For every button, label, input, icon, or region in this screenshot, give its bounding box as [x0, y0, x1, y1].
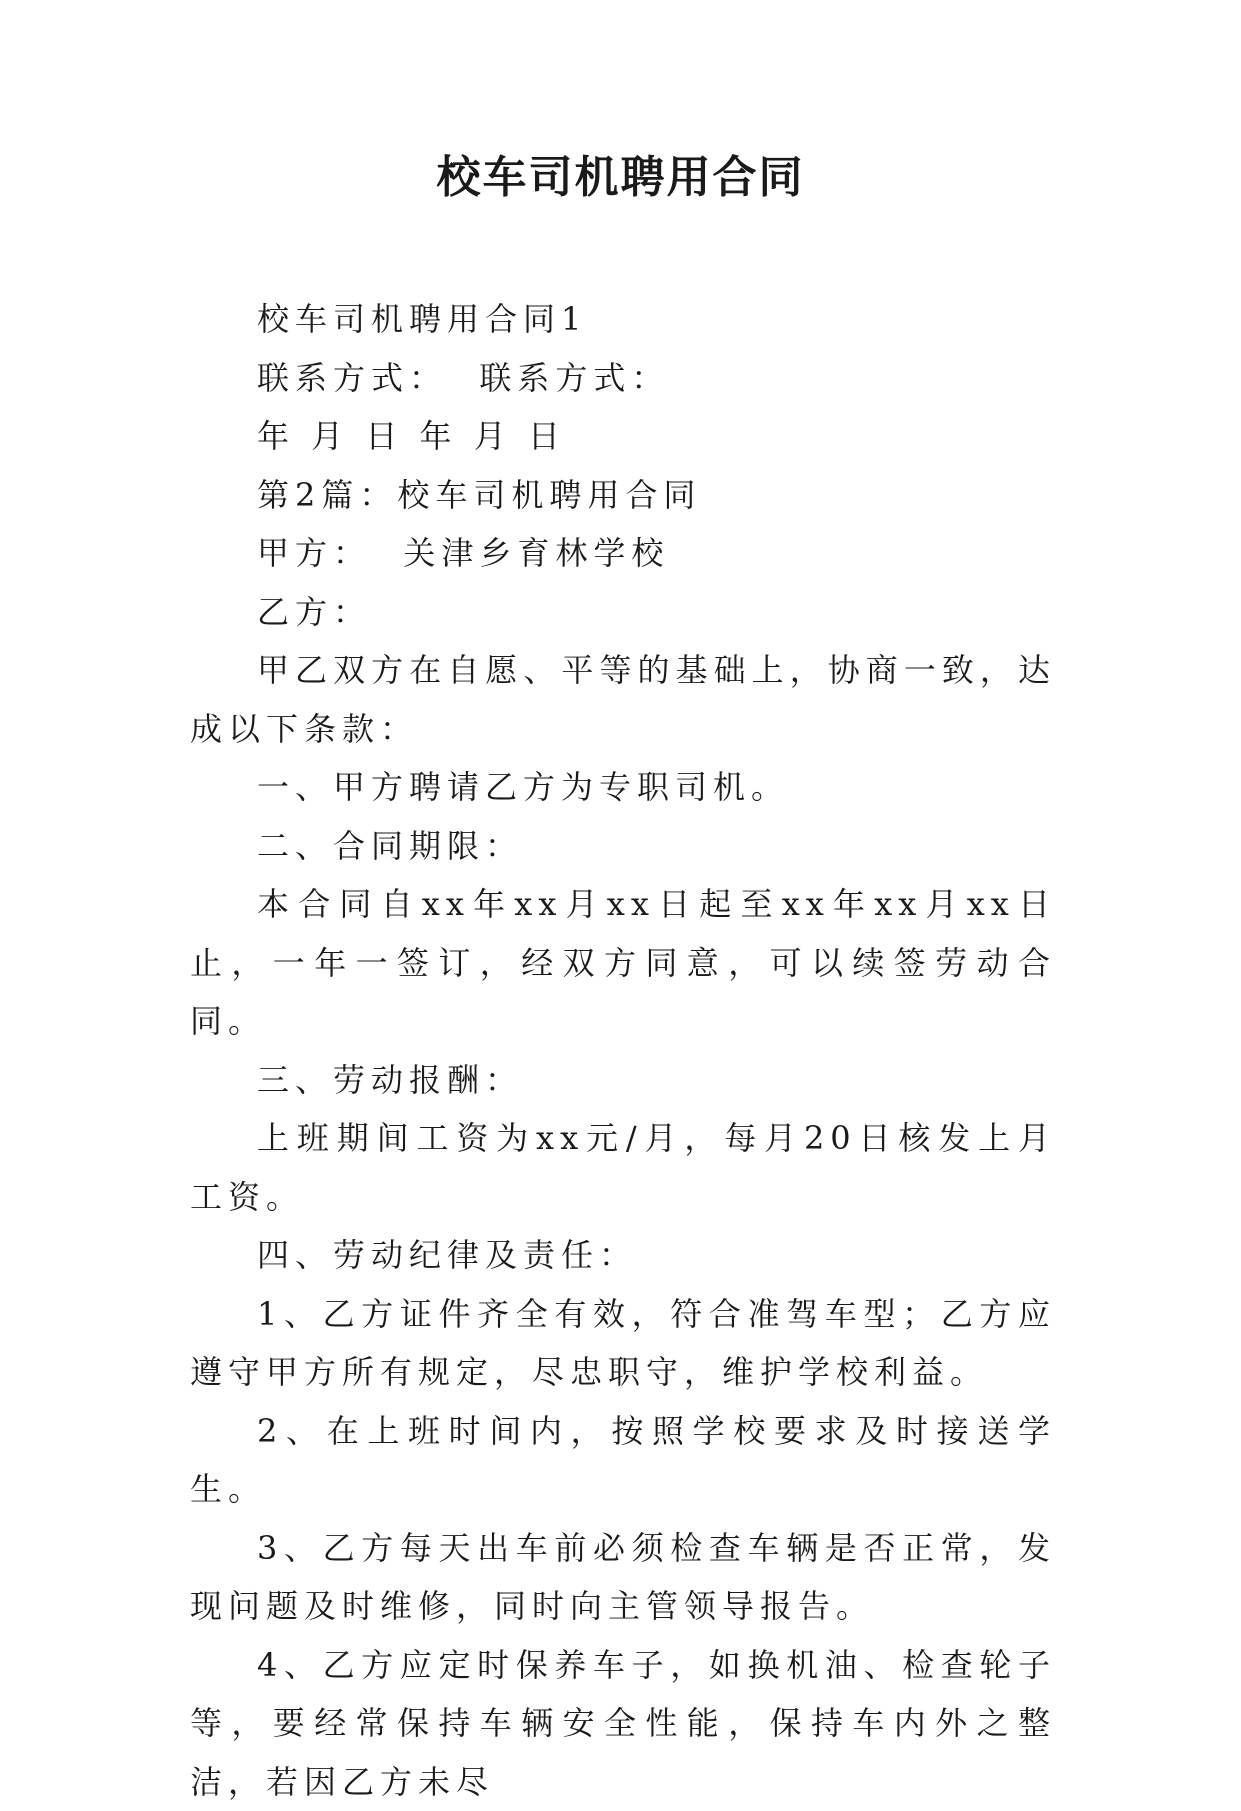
- paragraph-party-b: 乙方：: [190, 583, 1056, 642]
- paragraph-duty-3: 3、乙方每天出车前必须检查车辆是否正常，发现问题及时维修，同时向主管领导报告。: [190, 1519, 1056, 1636]
- document-title: 校车司机聘用合同: [0, 148, 1241, 208]
- paragraph-contract-term: 本合同自xx年xx月xx日起至xx年xx月xx日止，一年一签订，经双方同意，可以续签劳动合同。: [190, 875, 1056, 1051]
- document-body: [190, 290, 1056, 1811]
- paragraph-party-a: 甲方： 关津乡育林学校: [190, 524, 1056, 583]
- paragraph-clause-2-heading: 二、合同期限：: [190, 817, 1056, 876]
- paragraph-contact-info: 联系方式： 联系方式：: [190, 349, 1056, 408]
- paragraph-duty-2: 2、在上班时间内，按照学校要求及时接送学生。: [190, 1402, 1056, 1519]
- paragraph-duty-4: 4、乙方应定时保养车子，如换机油、检查轮子等，要经常保持车辆安全性能，保持车内外之整洁，若因乙方未尽: [190, 1636, 1056, 1811]
- paragraph-clause-4-heading: 四、劳动纪律及责任：: [190, 1226, 1056, 1285]
- paragraph-section-heading: 第2篇：校车司机聘用合同: [190, 466, 1056, 525]
- paragraph-salary: 上班期间工资为xx元/月，每月20日核发上月工资。: [190, 1109, 1056, 1226]
- paragraph-preamble: 甲乙双方在自愿、平等的基础上，协商一致，达成以下条款：: [190, 641, 1056, 758]
- paragraph-duty-1: 1、乙方证件齐全有效，符合准驾车型；乙方应遵守甲方所有规定，尽忠职守，维护学校利益。: [190, 1285, 1056, 1402]
- paragraph-clause-1: 一、甲方聘请乙方为专职司机。: [190, 758, 1056, 817]
- paragraph-contract-number: 校车司机聘用合同1: [190, 290, 1056, 349]
- paragraph-date-line: 年 月 日 年 月 日: [190, 407, 1056, 466]
- paragraph-clause-3-heading: 三、劳动报酬：: [190, 1051, 1056, 1110]
